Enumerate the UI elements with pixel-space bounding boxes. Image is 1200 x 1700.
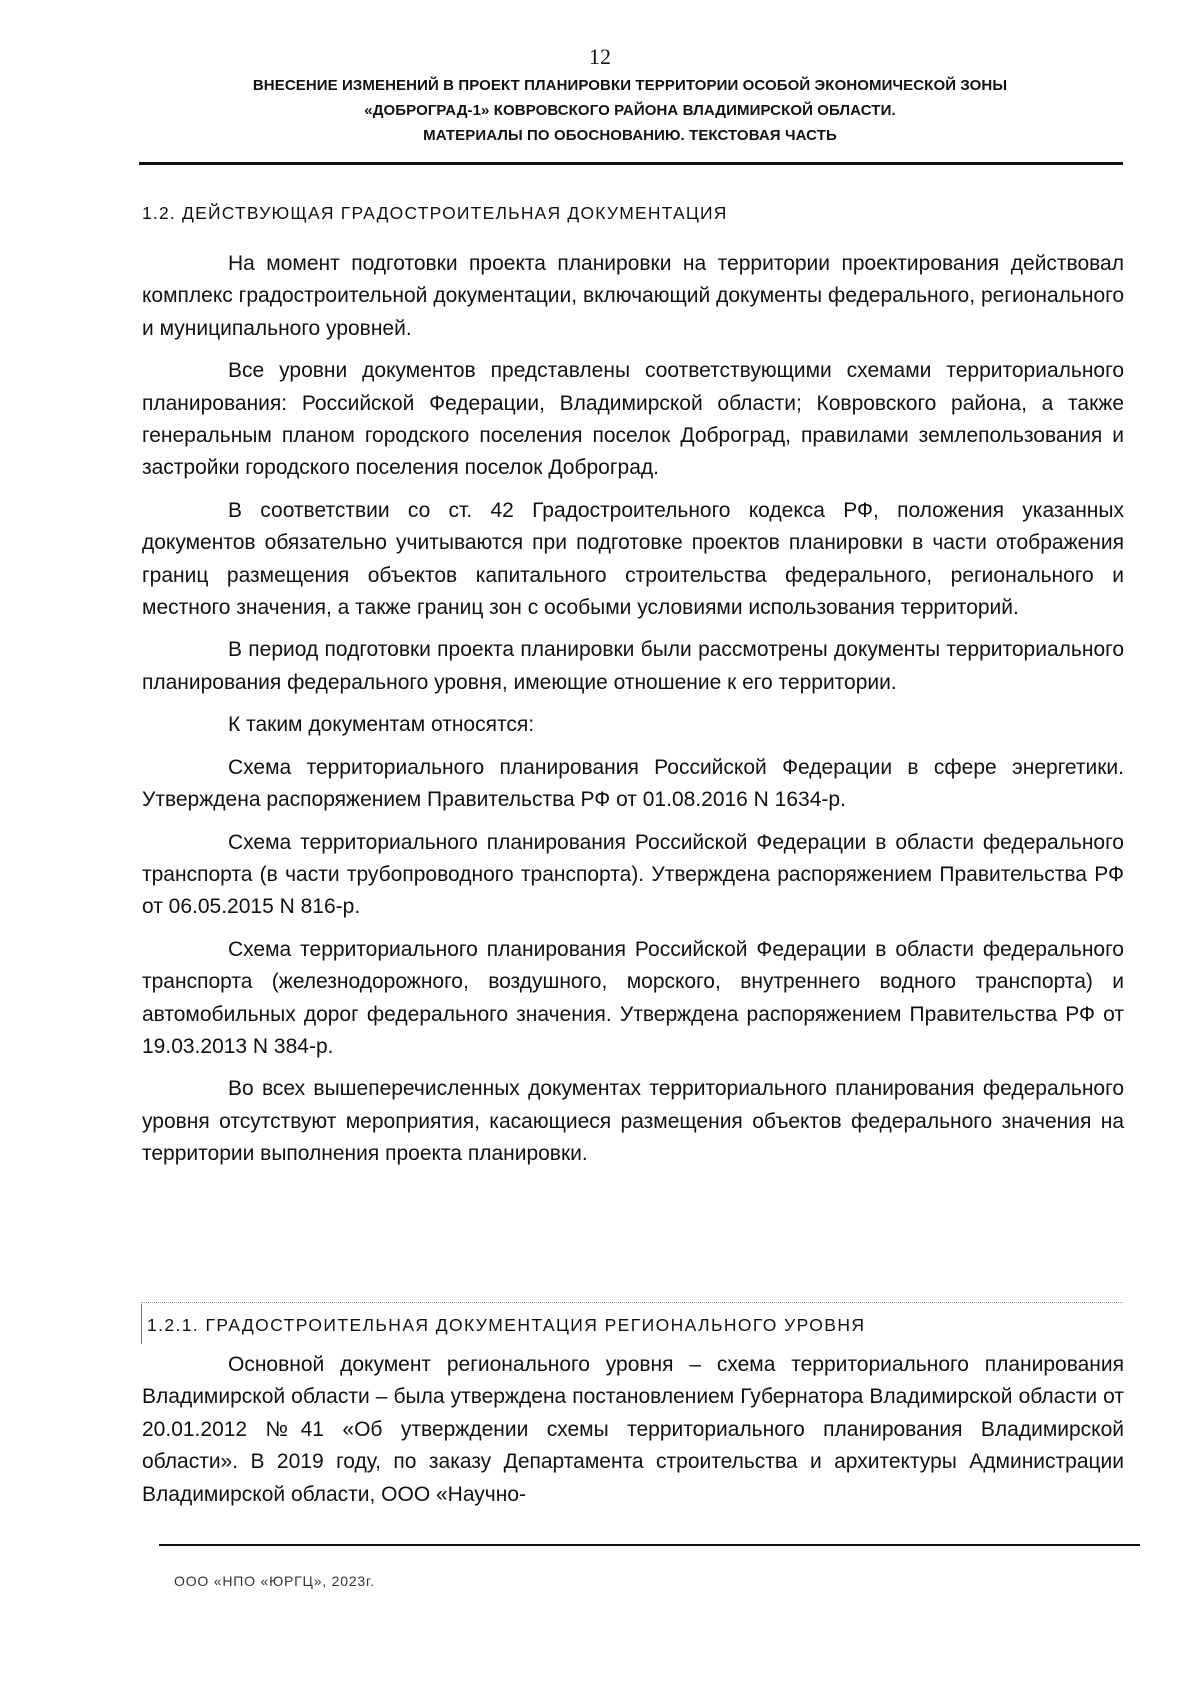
paragraph: Основной документ регионального уровня – схема территориального планирования Владимирской области – была утверждена постановлением Губернатора Владимирской области от 20.01.2012 №41 «Об утверждении схемы территориального планирования Владимирской области». В 2019 году, по заказу Департамента строительства и архитектуры Администрации Владимирской области, ООО «Научно- [142,1353,1124,1506]
paragraph: К таким документам относятся: [228,713,535,737]
paragraph: Схема территориального планирования Российской Федерации в сфере энергетики. Утверждена распоряжением Правительства РФ от 01.08.2016 N 1634-р. [142,755,1124,812]
footer-text: ООО «НПО «ЮРГЦ», 2023г. [174,1573,375,1589]
paragraph: На момент подготовки проекта планировки на территории проектирования действовал комплекс градостроительной документации, включающий документы федерального, регионального и муниципального уровней. [142,252,1124,340]
header-line-3: МАТЕРИАЛЫ ПО ОБОСНОВАНИЮ. ТЕКСТОВАЯ ЧАСТЬ [423,127,837,144]
paragraph: Схема территориального планирования Российской Федерации в области федерального транспорта (железнодорожного, воздушного, морского, внутреннего водного транспорта) и автомобильных дорог федерального значения. Утверждена распоряжением Правительства РФ от 19.03.2013 N 384-р. [142,937,1124,1058]
paragraph: Все уровни документов представлены соответствующими схемами территориального планирования: Российской Федерации, Владимирской области; Ковровского района, а также генеральным планом городского поселения поселок Доброград, правилами землепользования и застройки городского поселения поселок Доброград. [142,359,1124,480]
header-line-1: ВНЕСЕНИЕ ИЗМЕНЕНИЙ В ПРОЕКТ ПЛАНИРОВКИ ТЕРРИТОРИИ ОСОБОЙ ЭКОНОМИЧЕСКОЙ ЗОНЫ [252,77,1008,94]
footer-divider [159,1544,1140,1546]
document-header [140,73,1120,148]
paragraph: В период подготовки проекта планировки были рассмотрены документы территориального планирования федерального уровня, имеющие отношение к его территории. [142,638,1124,694]
paragraph: В соответствии со ст. 42 Градостроительного кодекса РФ, положения указанных документов обязательно учитываются при подготовке проектов планировки в части отображения границ размещения объектов капитального строительства федерального, регионального и местного значения, а также границ зон с особыми условиями использования территорий. [142,498,1124,620]
paragraph: Схема территориального планирования Российской Федерации в области федерального транспорта (в части трубопроводного транспорта). Утверждена распоряжением Правительства РФ от 06.05.2015 N 816-р. [142,830,1124,919]
paragraph: Во всех вышеперечисленных документах территориального планирования федерального уровня отсутствуют мероприятия, касающиеся размещения объектов федерального значения на территории выполнения проекта планировки. [142,1077,1124,1166]
subsection-body [142,1349,1124,1511]
page-number: 12 [589,44,611,69]
section-body [142,248,1124,1171]
header-divider [139,162,1123,165]
section-heading: 1.2. ДЕЙСТВУЮЩАЯ ГРАДОСТРОИТЕЛЬНАЯ ДОКУМЕНТАЦИЯ [142,203,728,223]
subsection-heading: 1.2.1. ГРАДОСТРОИТЕЛЬНАЯ ДОКУМЕНТАЦИЯ РЕГИОНАЛЬНОГО УРОВНЯ [147,1315,866,1335]
subsection-frame-left [141,1304,142,1344]
subsection-frame-top [141,1302,1123,1303]
header-line-2: «ДОБРОГРАД-1» КОВРОВСКОГО РАЙОНА ВЛАДИМИРСКОЙ ОБЛАСТИ. [364,102,896,119]
